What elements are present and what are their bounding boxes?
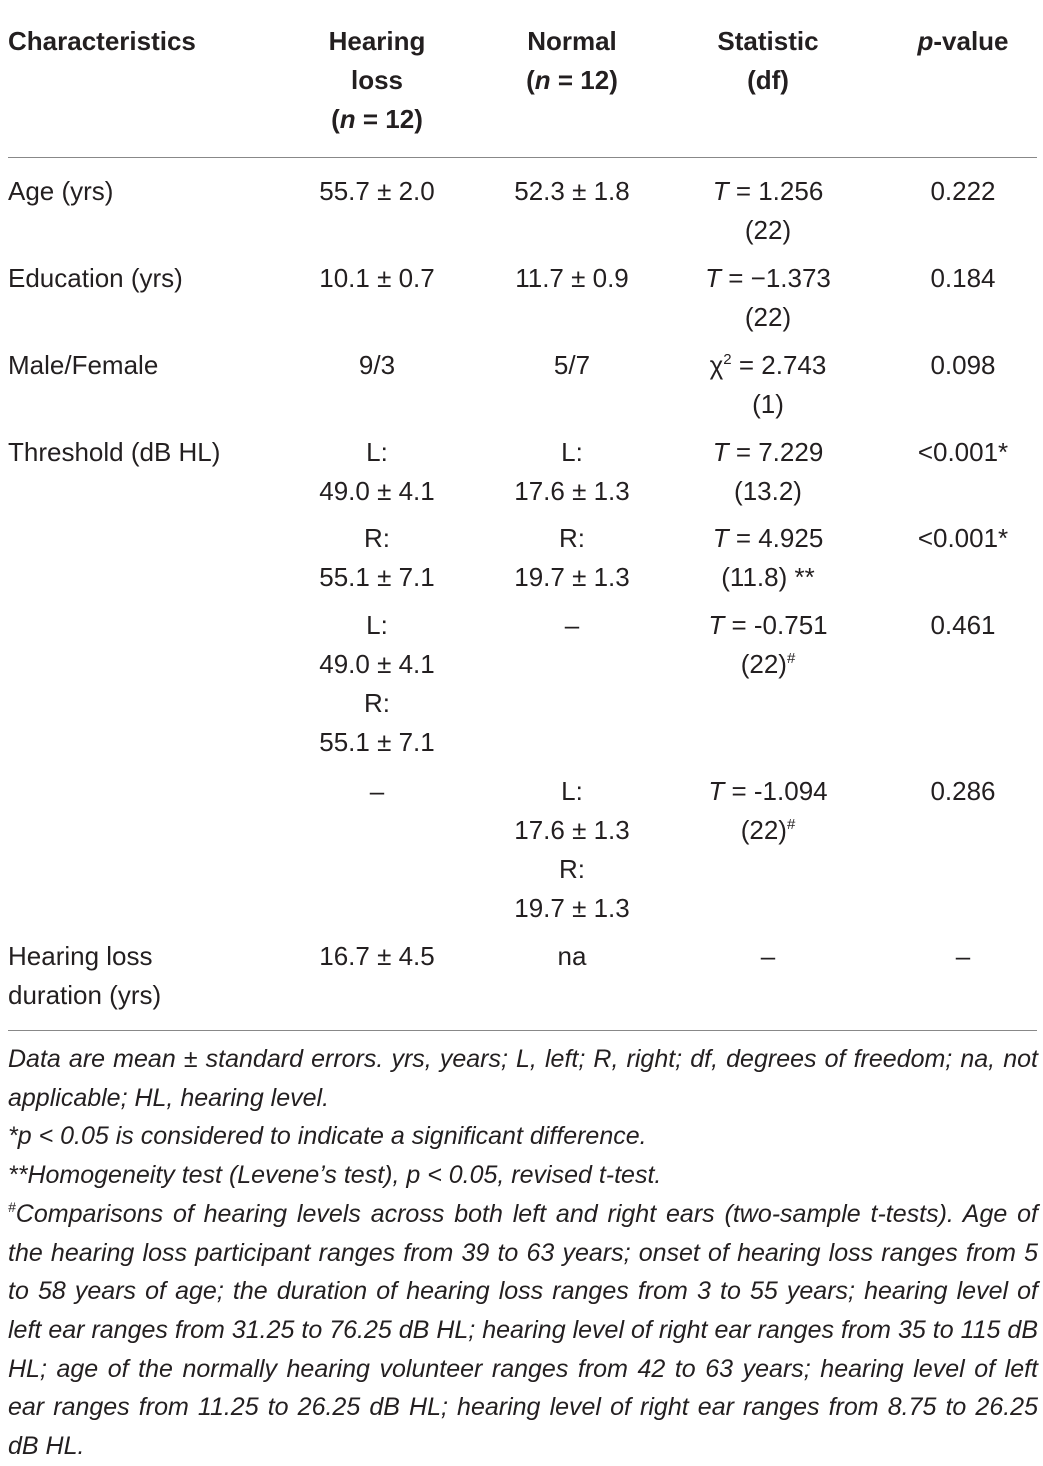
row-sex-statistic-df: (1) (752, 389, 784, 419)
threshold-right-normal-side: R: (559, 523, 585, 553)
row-age-normal: 52.3 ± 1.8 (514, 176, 630, 206)
header-statistic (668, 22, 868, 100)
threshold-left-normal-side: L: (561, 437, 583, 467)
row-duration-hearing-loss: 16.7 ± 4.5 (319, 941, 435, 971)
threshold-right-statistic-value: T = 4.925 (712, 523, 824, 553)
row-threshold-left-normal (487, 433, 657, 511)
row-duration-label-line2: duration (yrs) (8, 980, 162, 1010)
row-age-hearing-loss: 55.7 ± 2.0 (319, 176, 435, 206)
threshold-left-hl-side: L: (366, 437, 388, 467)
threshold-right-hl-side: R: (364, 523, 390, 553)
row-threshold-right-hearing-loss (292, 519, 462, 597)
row-threshold-right-p: <0.001* (917, 523, 1009, 553)
row-duration-label-line1: Hearing loss (8, 941, 153, 971)
row-education-hearing-loss: 10.1 ± 0.7 (319, 263, 435, 293)
threshold-normal-lr-right-value: 19.7 ± 1.3 (514, 893, 630, 923)
row-education-statistic-df: (22) (744, 302, 792, 332)
threshold-left-hl-value: 49.0 ± 4.1 (319, 476, 435, 506)
row-sex-label: Male/Female (8, 350, 159, 380)
threshold-right-normal-value: 19.7 ± 1.3 (514, 562, 630, 592)
threshold-hl-lr-left-side: L: (366, 610, 388, 640)
row-threshold-left-statistic (668, 433, 868, 511)
row-threshold-right-normal (487, 519, 657, 597)
header-hearing-loss (292, 22, 462, 139)
header-rule (8, 157, 1037, 158)
header-hearing-loss-line1: Hearing (328, 26, 426, 56)
threshold-hl-lr-left-value: 49.0 ± 4.1 (319, 649, 435, 679)
header-statistic-line2: (df) (747, 65, 789, 95)
header-hearing-loss-line2: loss (350, 65, 404, 95)
threshold-left-normal-value: 17.6 ± 1.3 (514, 476, 630, 506)
threshold-hl-lr-statistic-value: T = -0.751 (708, 610, 828, 640)
header-statistic-line1: Statistic (717, 26, 819, 56)
header-normal-line1: Normal (527, 26, 617, 56)
row-threshold-hl-lr-hearing-loss (292, 606, 462, 762)
threshold-hl-lr-right-value: 55.1 ± 7.1 (319, 727, 435, 757)
footnote-hash-marker: # (8, 1198, 16, 1215)
threshold-hl-lr-statistic-df: (22)# (740, 649, 796, 679)
row-threshold-hl-lr-statistic (668, 606, 868, 684)
threshold-left-statistic-value: T = 7.229 (712, 437, 824, 467)
row-duration-statistic: – (760, 941, 776, 971)
row-threshold-label: Threshold (dB HL) (8, 437, 221, 467)
threshold-normal-lr-right-side: R: (559, 854, 585, 884)
footnote-double-star: **Homogeneity test (Levene’s test), p < 0.05, revised t-test. (8, 1161, 662, 1190)
threshold-normal-lr-statistic-value: T = -1.094 (708, 776, 828, 806)
row-age-statistic (668, 172, 868, 250)
footnote-abbreviations: Data are mean ± standard errors. yrs, years; L, left; R, right; df, degrees of freedom; na, not applicable; HL, hearing level. (8, 1045, 1038, 1112)
row-education-statistic-value: T = −1.373 (705, 263, 831, 293)
row-threshold-left-p: <0.001* (917, 437, 1009, 467)
footnote-hash-text: Comparisons of hearing levels across both left and right ears (two-sample t-tests). Age of the hearing loss participant ranges from 39 to 63 years; onset of hearing loss ranges from 5 to 58 years of age; the duration of hearing loss ranges from 3 to 55 years; hearing level of left ear ranges from 31.25 to 76.25 dB HL; hearing level of right ear ranges from 35 to 115 dB HL; age of the normally hearing volunteer ranges from 42 to 63 years; hearing level of left ear ranges from 11.25 to 26.25 dB HL; hearing level of right ear ranges from 8.75 to 26.25 dB HL. (8, 1199, 1038, 1461)
row-threshold-right-statistic (668, 519, 868, 597)
threshold-normal-lr-left-side: L: (561, 776, 583, 806)
footnote-single-star: *p < 0.05 is considered to indicate a significant difference. (8, 1122, 647, 1151)
threshold-normal-lr-statistic-df: (22)# (740, 815, 796, 845)
footer-rule (8, 1030, 1037, 1031)
header-hearing-loss-n: (n = 12) (331, 104, 423, 134)
row-education-p: 0.184 (930, 263, 996, 293)
row-threshold-hl-lr-normal: – (564, 610, 580, 640)
row-duration-normal: na (557, 941, 587, 971)
threshold-hl-lr-right-side: R: (364, 688, 390, 718)
row-sex-statistic (668, 346, 868, 424)
row-age-statistic-df: (22) (744, 215, 792, 245)
header-normal (487, 22, 657, 100)
threshold-right-statistic-df: (11.8) ** (721, 562, 815, 592)
threshold-left-statistic-df: (13.2) (734, 476, 802, 506)
row-duration-p: – (955, 941, 971, 971)
row-sex-normal: 5/7 (553, 350, 591, 380)
row-education-normal: 11.7 ± 0.9 (515, 263, 629, 293)
footnote-hash (8, 1195, 1038, 1466)
row-threshold-normal-lr-normal (487, 772, 657, 928)
row-threshold-hl-lr-p: 0.461 (930, 610, 996, 640)
row-age-label: Age (yrs) (8, 176, 114, 206)
row-sex-p: 0.098 (930, 350, 996, 380)
header-normal-n: (n = 12) (526, 65, 618, 95)
threshold-normal-lr-left-value: 17.6 ± 1.3 (514, 815, 630, 845)
table-footnotes (8, 1040, 1038, 1466)
header-characteristics: Characteristics (8, 26, 196, 56)
row-age-statistic-value: T = 1.256 (712, 176, 824, 206)
row-age-p: 0.222 (930, 176, 996, 206)
row-sex-hearing-loss: 9/3 (358, 350, 396, 380)
row-threshold-normal-lr-hearing-loss: – (369, 776, 385, 806)
row-education-statistic (668, 259, 868, 337)
row-threshold-normal-lr-statistic (668, 772, 868, 850)
row-threshold-normal-lr-p: 0.286 (930, 776, 996, 806)
threshold-right-hl-value: 55.1 ± 7.1 (319, 562, 435, 592)
row-duration-label (8, 937, 298, 1015)
row-sex-statistic-value: $\chi^2 = 2.743$ (709, 350, 827, 380)
row-education-label: Education (yrs) (8, 263, 183, 293)
row-threshold-left-hearing-loss (292, 433, 462, 511)
header-p-value: p-value (917, 26, 1009, 56)
